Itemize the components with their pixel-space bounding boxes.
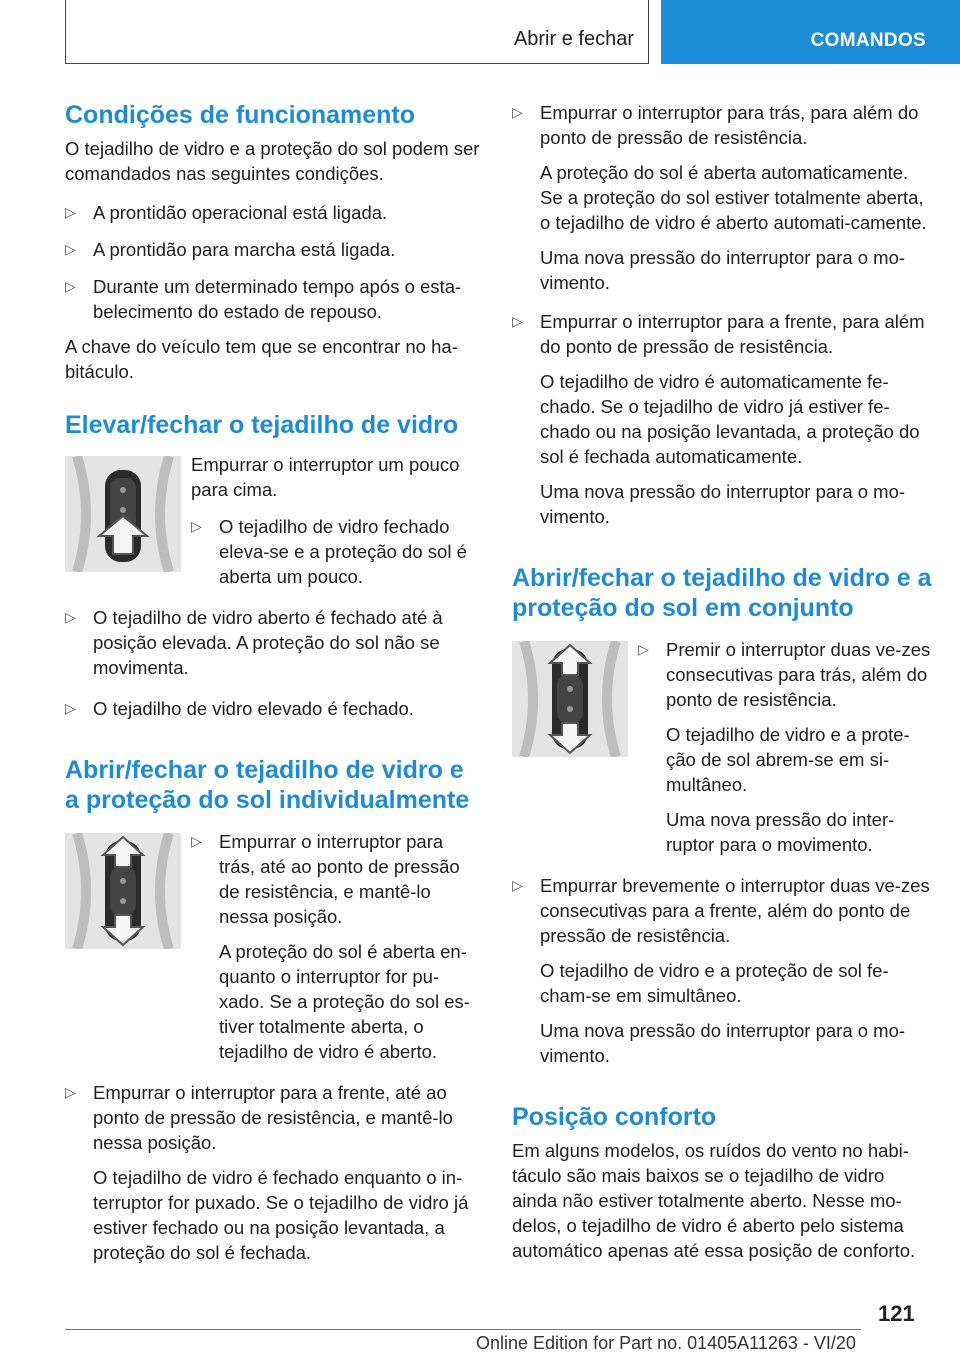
left-column <box>65 100 480 1265</box>
list-item: ▷ O tejadilho de vidro elevado é fechado. <box>65 698 414 719</box>
triangle-right-icon: ▷ <box>65 204 76 220</box>
list-item: ▷ O tejadilho de vidro aberto é fechado até à posição elevada. A proteção do sol não se movimenta. <box>65 607 443 678</box>
triangle-right-icon: ▷ <box>638 641 649 657</box>
list-item: ▷ Empurrar o interruptor para a frente, para além do ponto de pressão de resistência. O tejadilho de vidro é automaticamente fe-chado. Se o tejadilho de vidro já estiver fe-chado ou na posição levantada, a proteção do sol é fechada automaticamente. Uma nova pressão do interruptor para o mo-vimento. <box>512 311 925 527</box>
page-number: 121 <box>878 1301 915 1326</box>
list-item: ▷ Premir o interruptor duas ve-zes consecutivas para trás, além do ponto de resistência. O tejadilho de vidro e a prote-ção de sol abrem-se em si-multâneo. Uma nova pressão do inter-ruptor para o movimento. <box>638 639 931 855</box>
heading-comfort-position: Posição conforto <box>512 1103 717 1131</box>
triangle-right-icon: ▷ <box>65 700 76 716</box>
heading-open-close-individually: Abrir/fechar o tejadilho de vidro e a proteção do sol individualmente <box>65 756 470 814</box>
list-item: ▷ Durante um determinado tempo após o esta-belecimento do estado de repouso. <box>65 276 462 322</box>
list-item: ▷ Empurrar o interruptor para trás, até ao ponto de pressão de resistência, e mantê-lo nessa posição. A proteção do sol é aberta en-quanto o interruptor for pu-xado. Se a proteção do sol es-tiver totalmente aberta, o tejadilho de vidro é aberto. <box>191 831 470 1062</box>
paragraph: Em alguns modelos, os ruídos do vento no habi-táculo são mais baixos se o tejadilho de vidro ainda não estiver totalmente aberto. Nesse mo-delos, o tejadilho de vidro é aberto pelo sistema automático apenas até essa posição de conforto. <box>512 1140 916 1261</box>
header-section-tab <box>65 0 649 64</box>
triangle-right-icon: ▷ <box>512 313 523 329</box>
triangle-right-icon: ▷ <box>65 278 76 294</box>
triangle-right-icon: ▷ <box>65 1084 76 1100</box>
heading-open-close-together: Abrir/fechar o tejadilho de vidro e a proteção do sol em conjunto <box>512 564 932 622</box>
image-side-text <box>191 829 480 1064</box>
list-item: ▷ O tejadilho de vidro fechado eleva-se e a proteção do sol é aberta um pouco. <box>191 516 467 587</box>
header-chapter-tab <box>661 0 960 64</box>
list-item: ▷ A prontidão operacional está ligada. <box>65 202 388 223</box>
triangle-right-icon: ▷ <box>512 877 523 893</box>
chapter-title: COMANDOS <box>810 30 926 51</box>
switch-double-arrow-image <box>65 833 181 949</box>
image-text-block <box>65 829 480 1064</box>
list-item: ▷ A prontidão para marcha está ligada. <box>65 239 396 260</box>
heading-raise-close-roof: Elevar/fechar o tejadilho de vidro <box>65 411 459 439</box>
list-item: ▷ Empurrar brevemente o interruptor duas ve-zes consecutivas para a frente, além do ponto de pressão de resistência. O tejadilho de vidro e a proteção de sol fe-cham-se em simultâneo. Uma nova pressão do interruptor para o mo-vimento. <box>512 875 930 1066</box>
triangle-right-icon: ▷ <box>191 518 202 534</box>
triangle-right-icon: ▷ <box>191 833 202 849</box>
image-text-block <box>512 637 932 857</box>
image-side-text: Empurrar o interruptor um pouco para cima. ▷ O tejadilho de vidro fechado eleva-se e a proteção do sol é aberta um pouco. <box>191 452 480 589</box>
triangle-right-icon: ▷ <box>65 609 76 625</box>
list-item: ▷ Empurrar o interruptor para trás, para além do ponto de pressão de resistência. A proteção do sol é aberta automaticamente. Se a proteção do sol estiver totalmente aberta, o tejadilho de vidro é aberto automati-camente. Uma nova pressão do interruptor para o mo-vimento. <box>512 102 927 293</box>
right-column <box>512 100 932 1263</box>
heading-operating-conditions: Condições de funcionamento <box>65 101 416 129</box>
switch-double-arrow-image <box>512 641 628 757</box>
section-title: Abrir e fechar <box>513 28 634 50</box>
triangle-right-icon: ▷ <box>65 241 76 257</box>
list-item: ▷ Empurrar o interruptor para a frente, até ao ponto de pressão de resistência, e mantê-lo nessa posição. O tejadilho de vidro é fechado enquanto o in-terruptor for puxado. Se o tejadilho de vidro já estiver fechado ou na posição levantada, a proteção do sol é fechada. <box>65 1082 469 1263</box>
footer-divider <box>65 1329 861 1330</box>
switch-push-up-image <box>65 456 181 572</box>
image-side-text <box>638 637 932 857</box>
triangle-right-icon: ▷ <box>512 104 523 120</box>
image-text-block <box>65 452 480 589</box>
paragraph: A chave do veículo tem que se encontrar no ha-bitáculo. <box>65 336 458 382</box>
paragraph: O tejadilho de vidro e a proteção do sol podem ser comandados nas seguintes condições. <box>65 138 480 184</box>
footer-edition-text: Online Edition for Part no. 01405A11263 - VI/20 <box>476 1333 856 1353</box>
